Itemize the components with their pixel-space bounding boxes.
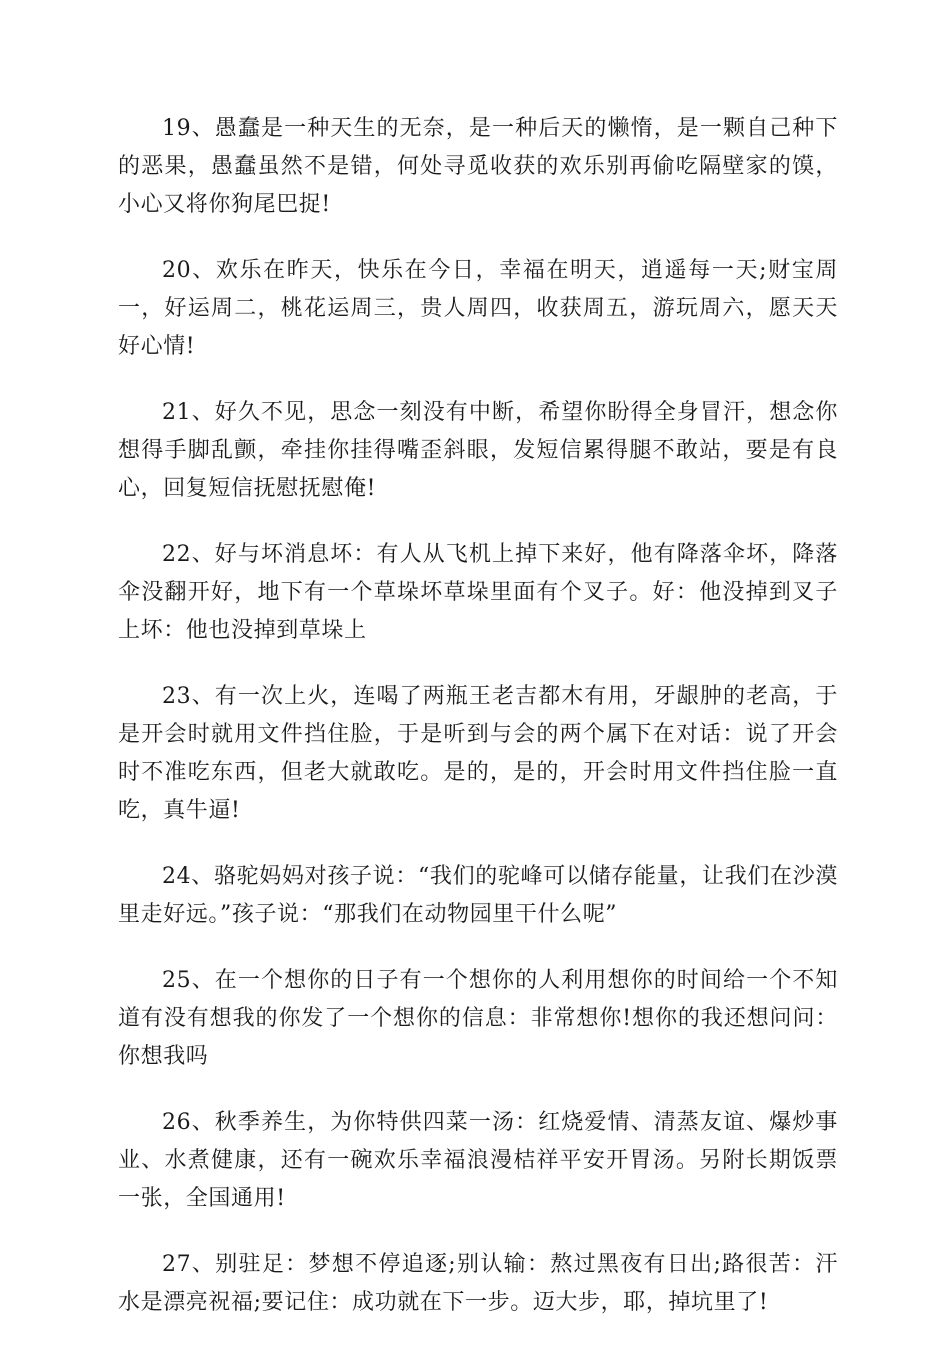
paragraph-27: 27、别驻足：梦想不停追逐;别认输：熬过黑夜有日出;路很苦：汗水是漂亮祝福;要记住：成功就在下一步。迈大步，耶，掉坑里了! (118, 1252, 838, 1315)
paragraph-19: 19、愚蠢是一种天生的无奈，是一种后天的懒惰，是一颗自己种下的恶果，愚蠢虽然不是错，何处寻觅收获的欢乐别再偷吃隔壁家的馍，小心又将你狗尾巴捉! (118, 116, 838, 217)
paragraph-21: 21、好久不见，思念一刻没有中断，希望你盼得全身冒汗，想念你想得手脚乱颤，牵挂你挂得嘴歪斜眼，发短信累得腿不敢站，要是有良心，回复短信抚慰抚慰俺! (118, 400, 838, 501)
paragraph-26: 26、秋季养生，为你特供四菜一汤：红烧爱情、清蒸友谊、爆炒事业、水煮健康，还有一碗欢乐幸福浪漫桔祥平安开胃汤。另附长期饭票一张，全国通用! (118, 1110, 838, 1211)
paragraph-25: 25、在一个想你的日子有一个想你的人利用想你的时间给一个不知道有没有想我的你发了一个想你的信息：非常想你!想你的我还想问问：你想我吗 (118, 968, 838, 1069)
paragraph-24: 24、骆驼妈妈对孩子说：“我们的驼峰可以储存能量，让我们在沙漠里走好远。”孩子说：“那我们在动物园里干什么呢” (118, 864, 838, 927)
document-body (118, 110, 838, 1350)
paragraph-23: 23、有一次上火，连喝了两瓶王老吉都木有用，牙龈肿的老高，于是开会时就用文件挡住脸，于是听到与会的两个属下在对话：说了开会时不准吃东西，但老大就敢吃。是的，是的，开会时用文件挡住脸一直吃，真牛逼! (118, 684, 838, 823)
paragraph-22: 22、好与坏消息坏：有人从飞机上掉下来好，他有降落伞坏，降落伞没翻开好，地下有一个草垛坏草垛里面有个叉子。好：他没掉到叉子上坏：他也没掉到草垛上 (118, 542, 838, 643)
paragraph-20: 20、欢乐在昨天，快乐在今日，幸福在明天，逍遥每一天;财宝周一，好运周二，桃花运周三，贵人周四，收获周五，游玩周六，愿天天好心情! (118, 258, 838, 359)
